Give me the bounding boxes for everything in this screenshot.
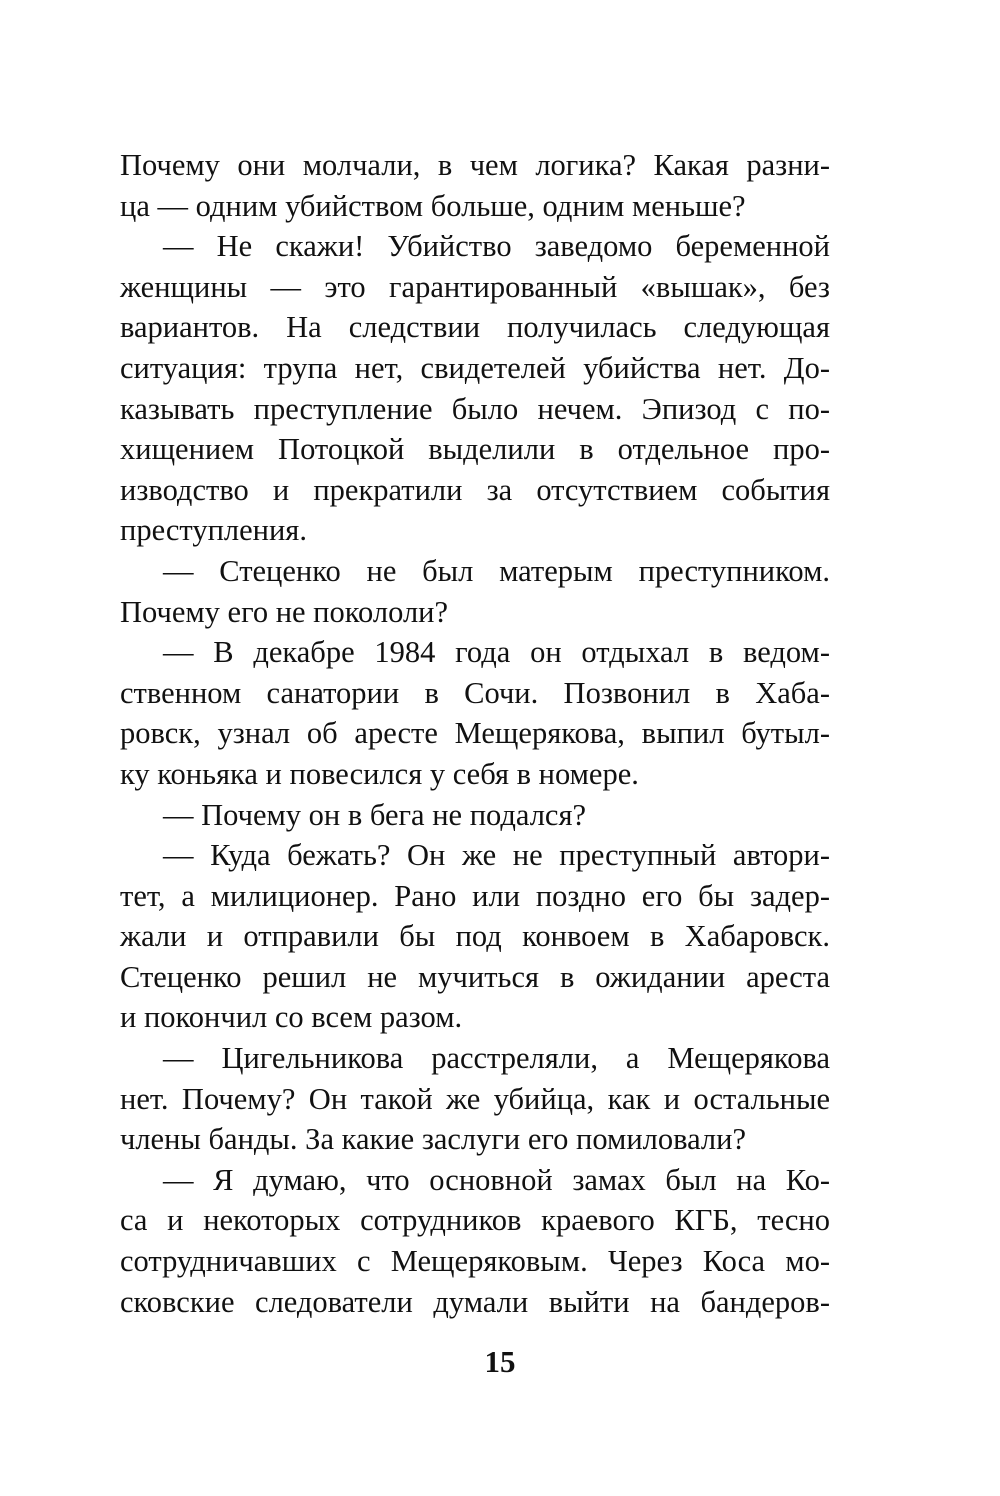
- text-line: Почему они молчали, в чем логика? Какая разни-: [120, 148, 830, 182]
- text-line: члены банды. За какие заслуги его помиловали?: [120, 1122, 746, 1157]
- text-line: нет. Почему? Он такой же убийца, как и остальные: [120, 1081, 830, 1116]
- text-line: и покончил со всем разом.: [120, 1000, 463, 1035]
- text-line: — Почему он в бега не подался?: [163, 797, 587, 832]
- text-line: са и некоторых сотрудников краевого КГБ, тесно: [120, 1203, 830, 1238]
- text-line: изводство и прекратили за отсутствием события: [120, 472, 830, 507]
- text-line: ственном санатории в Сочи. Позвонил в Хаба-: [120, 675, 830, 710]
- text-line: преступления.: [120, 513, 307, 548]
- text-line: — Куда бежать? Он же не преступный автори-: [163, 838, 830, 873]
- text-line: — Я думаю, что основной замах был на Ко-: [163, 1162, 830, 1197]
- text-line: Стеценко решил не мучиться в ожидании ареста: [120, 959, 830, 994]
- text-line: тет, а милиционер. Рано или поздно его бы задер-: [120, 878, 830, 913]
- text-line: ца — одним убийством больше, одним меньше?: [120, 188, 746, 223]
- text-line: женщины — это гарантированный «вышак», без: [120, 269, 830, 304]
- text-line: казывать преступление было нечем. Эпизод с по-: [120, 391, 830, 426]
- text-line: Почему его не покололи?: [120, 594, 449, 629]
- text-line: — В декабре 1984 года он отдыхал в ведом-: [163, 635, 830, 670]
- text-line: жали и отправили бы под конвоем в Хабаровск.: [120, 919, 830, 954]
- text-line: хищением Потоцкой выделили в отдельное про-: [120, 432, 830, 467]
- page-number: 15: [484, 1344, 516, 1379]
- text-line: вариантов. На следствии получилась следующая: [120, 310, 830, 345]
- text-line: — Цигельникова расстреляли, а Мещерякова: [163, 1041, 830, 1076]
- text-line: — Не скажи! Убийство заведомо беременной: [163, 229, 830, 264]
- text-line: ровск, узнал об аресте Мещерякова, выпил бутыл-: [120, 716, 830, 751]
- text-line: ситуация: трупа нет, свидетелей убийства нет. До-: [120, 350, 830, 385]
- text-line: сотрудничавших с Мещеряковым. Через Коса мо-: [120, 1244, 830, 1279]
- text-line: сковские следователи думали выйти на бандеров-: [120, 1284, 830, 1319]
- page-body-text: [120, 145, 830, 1322]
- text-line: — Стеценко не был матерым преступником.: [163, 553, 830, 588]
- text-line: ку коньяка и повесился у себя в номере.: [120, 756, 639, 791]
